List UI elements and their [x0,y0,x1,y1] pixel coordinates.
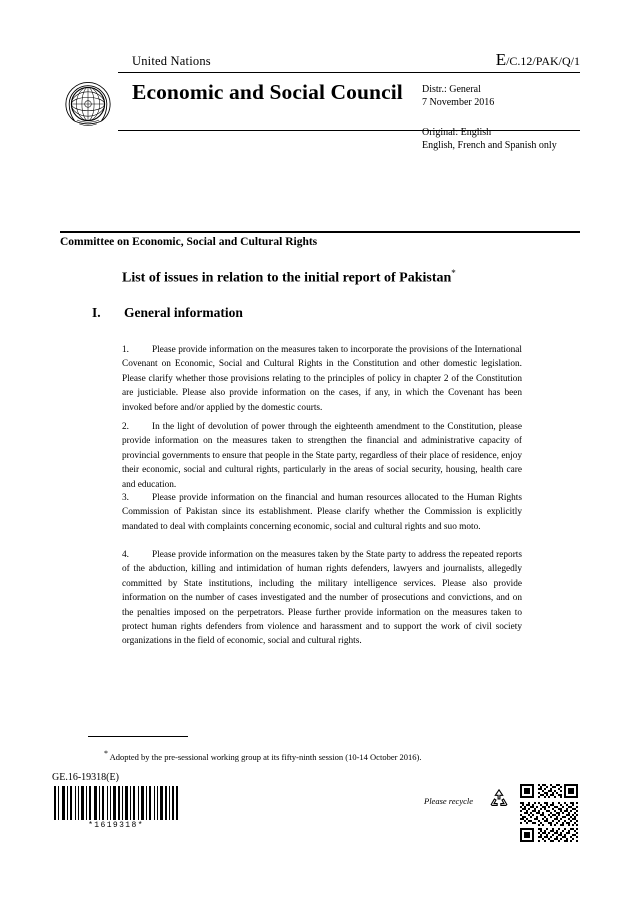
distribution-block [422,83,494,109]
paragraph-2-text: In the light of devolution of power through the eighteenth amendment to the Constitution, please provide information on the measures taken to strengthen the financial and administrative capacity of provincial governments to ensure that people in the State party, regardless of their place of residence, enjoy their economic, social and cultural rights, particularly in the areas of social security, housing, health care and education. [122,422,522,490]
document-symbol-suffix: /C.12/PAK/Q/1 [506,54,580,68]
paragraph-3-number: 3. [122,493,129,503]
barcode-digits: *1619318* [88,821,144,830]
paragraph-2 [122,420,522,492]
header-rule-top [118,72,580,73]
organization-label: United Nations [132,54,211,68]
languages-label: English, French and Spanish only [422,140,557,151]
committee-name: Committee on Economic, Social and Cultural Rights [60,236,318,248]
barcode [52,786,180,820]
document-symbol [496,50,580,70]
original-language-block [422,126,557,152]
paragraph-1-number: 1. [122,345,129,355]
job-number: GE.16-19318(E) [52,772,119,783]
paragraph-3 [122,491,522,534]
section-title: General information [124,305,243,320]
section-divider [60,231,580,233]
footnote-text: Adopted by the pre-sessional working group at its fifty-ninth session (10-14 October 2016). [109,751,422,762]
document-title [122,268,562,287]
document-title-marker: * [451,268,456,278]
footnote-marker: * [104,749,108,758]
page-title: Economic and Social Council [132,80,403,104]
footnote [104,748,524,763]
paragraph-1-text: Please provide information on the measures taken to incorporate the provisions of the International Covenant on Economic, Social and Cultural Rights in the Constitution and other domestic legislation. Please clarify whether those provisions relating to the principles of policy in chapter 2 of the Constitution are justiciable. Please also provide information on the cases, if any, in which the Covenant has been invoked before and/or applied by the domestic courts. [122,345,522,413]
distribution-date: 7 November 2016 [422,97,495,108]
distribution-label: Distr.: General [422,84,481,95]
recycle-icon [488,788,510,810]
original-label: Original: English [422,127,492,138]
paragraph-3-text: Please provide information on the financial and human resources allocated to the Human Rights Commission of Pakistan since its establishment. Please clarify whether the Commission is explicitly mandated to deal with complaints concerning economic, social and cultural rights and suo moto. [122,493,522,532]
qr-code [518,782,580,844]
section-number: I. [92,305,101,320]
un-emblem [60,78,116,130]
paragraph-1 [122,343,522,415]
section-heading [92,305,562,321]
paragraph-2-number: 2. [122,422,129,432]
paragraph-4-text: Please provide information on the measures taken by the State party to address the repeated reports of the abduction, killing and intimidation of human rights defenders, lawyers and journalists, allegedly committed by State institutions, including the military intelligence services. Please also provide information on the number of cases investigated and the number of prosecutions and convictions, and on the penalties imposed on the perpetrators. Please further provide information on the measures taken to protect human rights defenders from violence and harassment and to support the work of civil society organizations in the field of economic, social and cultural rights. [122,550,522,647]
paragraph-4 [122,548,522,649]
recycle-label: Please recycle [424,796,473,806]
footnote-rule [88,736,188,737]
paragraph-4-number: 4. [122,550,129,560]
document-title-text: List of issues in relation to the initial report of Pakistan [122,270,452,286]
document-symbol-prefix: E [495,50,507,69]
